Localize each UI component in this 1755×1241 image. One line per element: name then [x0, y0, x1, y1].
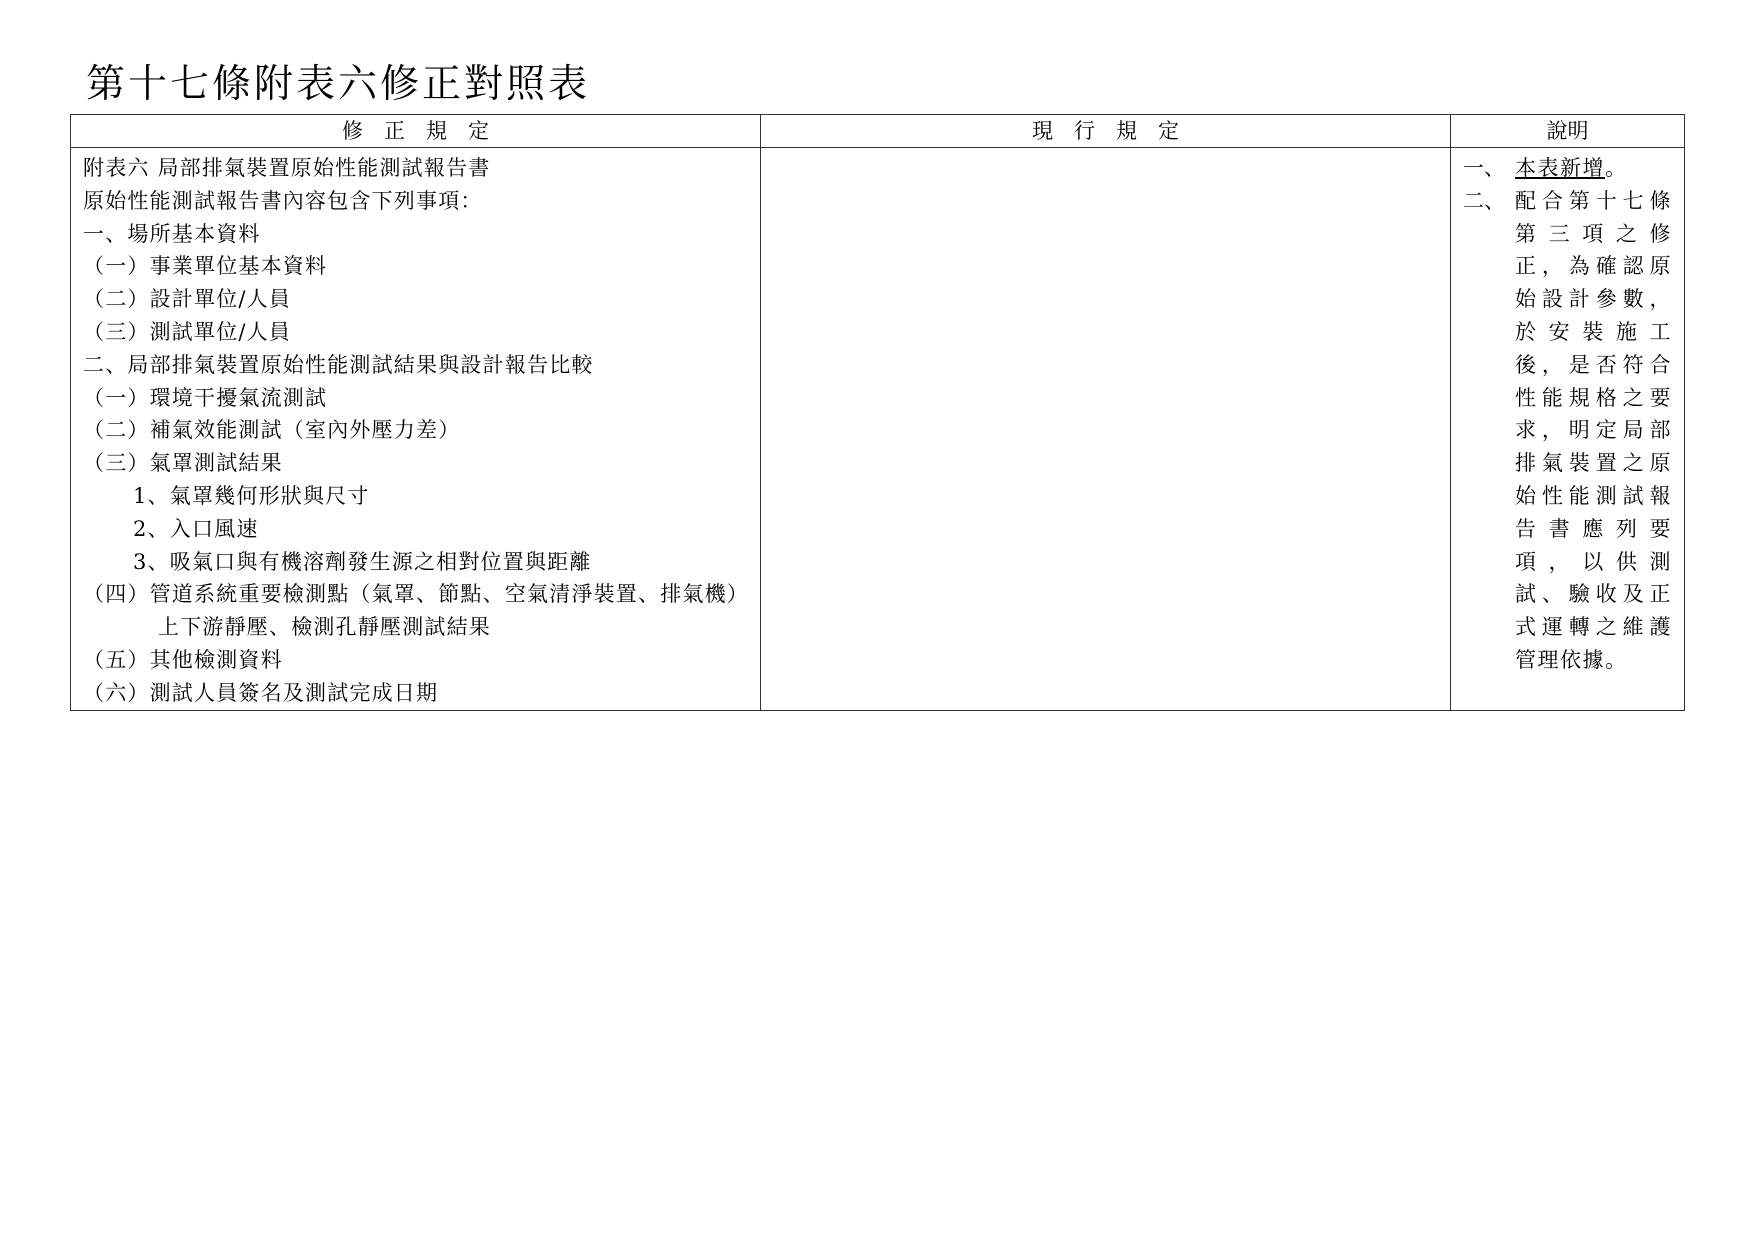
note-number: 二、 [1463, 188, 1505, 213]
current-provisions-cell [761, 148, 1451, 711]
subsection-item: （三）氣罩測試結果 [83, 451, 283, 476]
amended-provisions-cell [71, 148, 761, 711]
note-text: 本表新增。 [1515, 156, 1628, 180]
subsection-item: （四）管道系統重要檢測點（氣罩、節點、空氣清淨裝置、排氣機）上下游靜壓、檢測孔靜壓測試結果 [83, 582, 749, 640]
notes-cell [1451, 148, 1685, 711]
report-intro: 原始性能測試報告書內容包含下列事項： [83, 188, 483, 213]
section-item: 一、場所基本資料 [83, 221, 261, 246]
table-row [71, 148, 1685, 711]
annex-heading: 附表六 局部排氣裝置原始性能測試報告書 [83, 156, 491, 180]
subsection-item: （二）設計單位/人員 [83, 287, 292, 312]
numbered-item: 1、氣罩幾何形狀與尺寸 [133, 483, 370, 508]
section-item: 二、局部排氣裝置原始性能測試結果與設計報告比較 [83, 352, 594, 377]
note-text: 配合第十七條第三項之修正，為確認原始設計參數，於安裝施工後，是否符合性能規格之要求，明定局部排氣裝置之原始性能測試報告書應列要項，以供測試、驗收及正式運轉之維護管理依據。 [1515, 188, 1672, 672]
underlined-text: 本表新增 [1515, 156, 1605, 180]
subsection-item: （六）測試人員簽名及測試完成日期 [83, 680, 439, 705]
note-item [1463, 152, 1672, 185]
table-header-row [71, 115, 1685, 148]
header-current-provisions: 現行規定 [761, 115, 1451, 148]
numbered-item: 3、吸氣口與有機溶劑發生源之相對位置與距離 [133, 549, 592, 574]
subsection-item: （五）其他檢測資料 [83, 647, 283, 672]
subsection-item: （一）環境干擾氣流測試 [83, 385, 328, 410]
subsection-item: （二）補氣效能測試（室內外壓力差） [83, 418, 461, 443]
note-number: 一、 [1463, 156, 1505, 180]
numbered-item: 2、入口風速 [133, 516, 259, 541]
header-amended-provisions: 修正規定 [71, 115, 761, 148]
document-title: 第十七條附表六修正對照表 [86, 62, 591, 107]
subsection-item: （三）測試單位/人員 [83, 319, 292, 344]
comparison-table [70, 114, 1685, 711]
note-item [1463, 185, 1672, 677]
subsection-item: （一）事業單位基本資料 [83, 254, 328, 279]
header-notes: 說明 [1451, 115, 1685, 148]
